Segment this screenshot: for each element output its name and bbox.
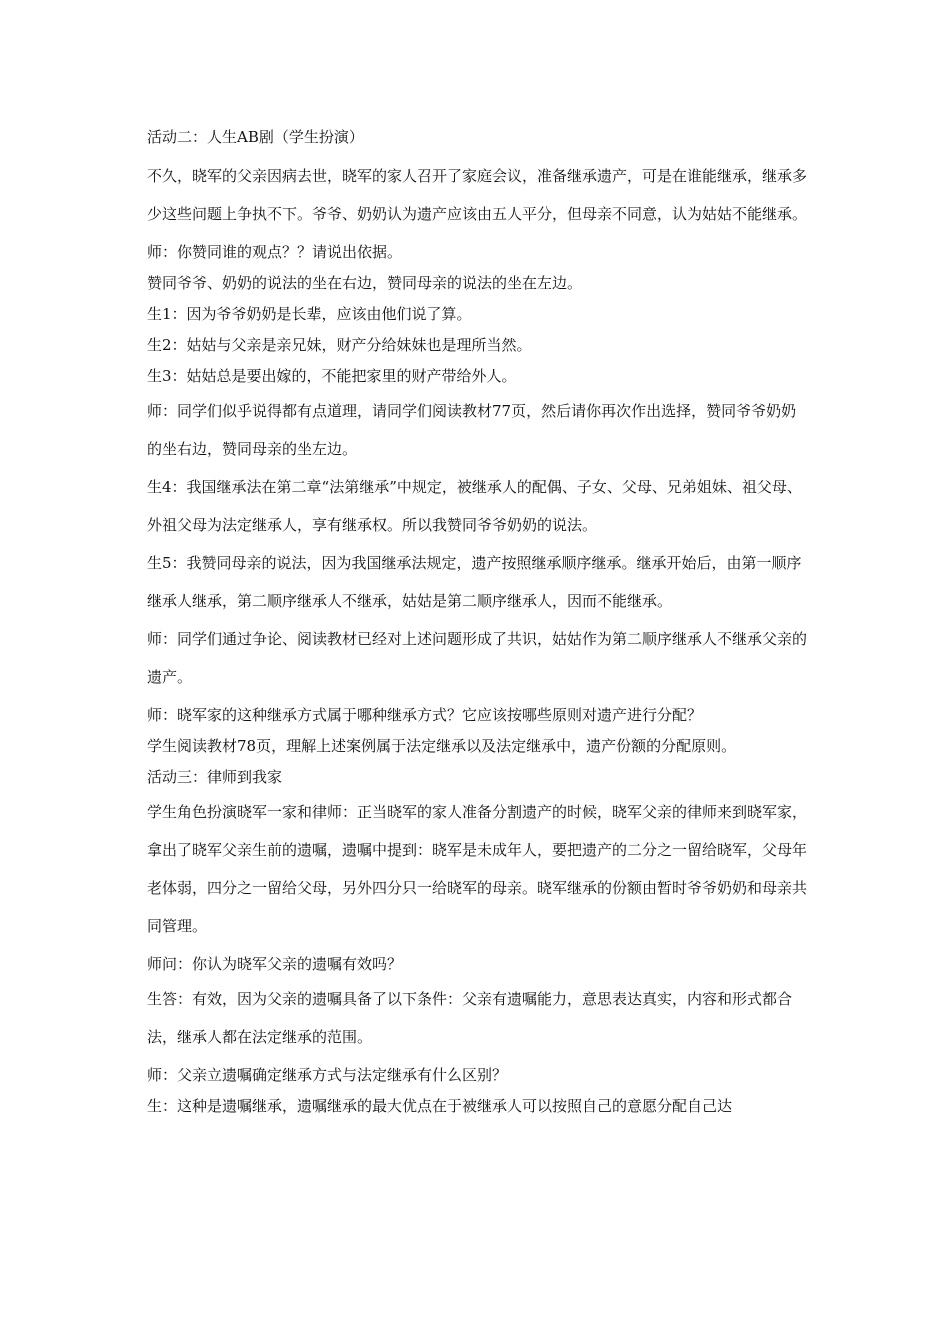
paragraph-student-5: 生5：我赞同母亲的说法，因为我国继承法规定，遗产按照继承顺序继承。继承开始后，由第一顺序继承人继承，第二顺序继承人不继承，姑姑是第二顺序继承人，因而不能继承。: [147, 554, 802, 610]
paragraph-teacher-question-4: 师：父亲立遗嘱确定继承方式与法定继承有什么区别？: [147, 1066, 508, 1084]
paragraph-student-final: 生：这种是遗嘱继承，遗嘱继承的最大优点在于被继承人可以按照自己的意愿分配自己达: [147, 1097, 733, 1115]
paragraph-seating-instruction: 赞同爷爷、奶奶的说法的坐在右边，赞同母亲的说法的坐在左边。: [147, 274, 583, 292]
document-body: [147, 122, 807, 1122]
paragraph-student-reading: 学生阅读教材78页，理解上述案例属于法定继承以及法定继承中，遗产份额的分配原则。: [147, 737, 737, 755]
paragraph-teacher-question-1: 师：你赞同谁的观点？？请说出依据。: [147, 243, 403, 261]
paragraph-student-1: 生1：因为爷爷奶奶是长辈，应该由他们说了算。: [147, 305, 472, 323]
paragraph-story-background: 不久，晓军的父亲因病去世，晓军的家人召开了家庭会议，准备继承遗产，可是在谁能继承，继承多少这些问题上争执不下。爷爷、奶奶认为遗产应该由五人平分，但母亲不同意，认为姑姑不能继承。: [147, 167, 808, 223]
paragraph-teacher-reading-instruction: 师：同学们似乎说得都有点道理，请同学们阅读教材77页，然后请你再次作出选择，赞同爷爷奶奶的坐右边，赞同母亲的坐左边。: [147, 402, 797, 458]
paragraph-teacher-question-2: 师：晓军家的这种继承方式属于哪种继承方式？它应该按哪些原则对遗产进行分配？: [147, 706, 703, 724]
paragraph-teacher-consensus: 师：同学们通过争论、阅读教材已经对上述问题形成了共识，姑姑作为第二顺序继承人不继承父亲的遗产。: [147, 630, 808, 686]
section-heading-activity-two: 活动二：人生AB剧（学生扮演）: [147, 128, 364, 146]
paragraph-student-answer: 生答：有效，因为父亲的遗嘱具备了以下条件：父亲有遗嘱能力，意思表达真实，内容和形式都合法，继承人都在法定继承的范围。: [147, 990, 793, 1046]
paragraph-student-4: 生4：我国继承法在第二章“法第继承”中规定，被继承人的配偶、子女、父母、兄弟姐妹、祖父母、外祖父母为法定继承人，享有继承权。所以我赞同爷爷奶奶的说法。: [147, 478, 802, 534]
paragraph-teacher-question-3: 师问：你认为晓军父亲的遗嘱有效吗？: [147, 955, 403, 973]
paragraph-student-2: 生2：姑姑与父亲是亲兄妹，财产分给妹妹也是理所当然。: [147, 336, 532, 354]
paragraph-student-3: 生3：姑姑总是要出嫁的，不能把家里的财产带给外人。: [147, 367, 517, 385]
paragraph-lawyer-roleplay: 学生角色扮演晓军一家和律师：正当晓军的家人准备分割遗产的时候，晓军父亲的律师来到晓军家，拿出了晓军父亲生前的遗嘱，遗嘱中提到：晓军是未成年人，要把遗产的二分之一留给晓军，父母年老体弱，四分之一留给父母，另外四分只一给晓军的母亲。晓军继承的份额由暂时爷爷奶奶和母亲共同管理。: [147, 803, 808, 935]
section-heading-activity-three: 活动三：律师到我家: [147, 768, 283, 786]
